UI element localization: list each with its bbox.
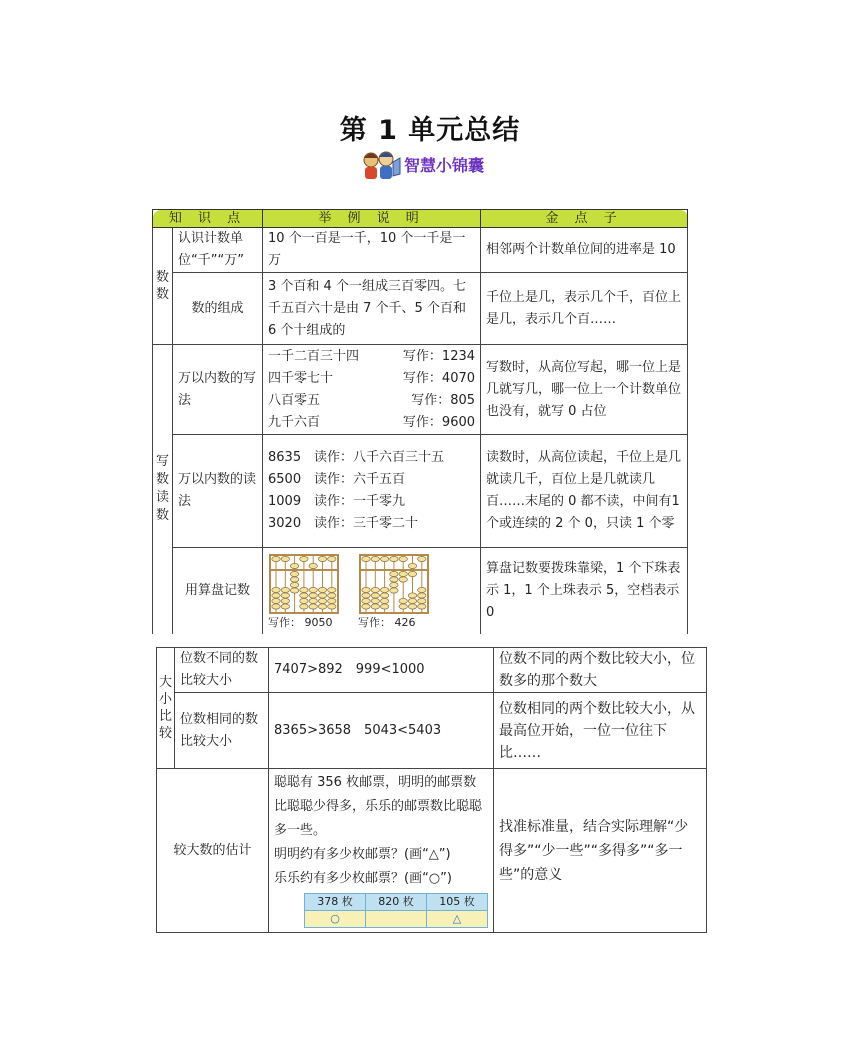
example-units: 10 个一百是一千，10 个一千是一万 bbox=[263, 228, 481, 273]
list-item: 8635 读作：八千六百三十五 bbox=[268, 450, 445, 465]
list-item: 6500 读作：六千五百 bbox=[268, 472, 406, 487]
tip-compare-diff: 位数不同的两个数比较大小，位数多的那个数大 bbox=[494, 648, 707, 693]
table-row bbox=[153, 345, 688, 435]
example-composition: 3 个百和 4 个一组成三百零四。七千五百六十是由 7 个千、5 个百和 6 个十组成的 bbox=[263, 273, 481, 345]
tip-units: 相邻两个计数单位间的进率是 10 bbox=[481, 228, 688, 273]
point-abacus: 用算盘记数 bbox=[173, 548, 263, 634]
header-knowledge: 知 识 点 bbox=[153, 210, 263, 228]
option-820: 820 枚 bbox=[366, 893, 427, 910]
abacus-caption-2: 写作： 426 bbox=[358, 616, 416, 630]
tip-abacus: 算盘记数要拨珠靠梁，1 个下珠表示 1，1 个上珠表示 5，空档表示 0 bbox=[481, 548, 688, 634]
table-row bbox=[157, 693, 707, 769]
point-compare-diff: 位数不同的数比较大小 bbox=[175, 648, 269, 693]
mark-circle: ○ bbox=[305, 910, 366, 927]
list-item: 八百零五 写作：805 bbox=[268, 392, 476, 408]
point-writing: 万以内数的写法 bbox=[173, 345, 263, 435]
point-compare-same: 位数相同的数比较大小 bbox=[175, 693, 269, 769]
group-compare: 大小比较 bbox=[157, 648, 175, 769]
example-abacus bbox=[263, 548, 481, 634]
stamp-options-table bbox=[304, 893, 488, 928]
list-item: 一千二百三十四 写作：1234 bbox=[268, 348, 476, 364]
table-row bbox=[157, 648, 707, 693]
list-item: 3020 读作：三千零二十 bbox=[268, 516, 419, 531]
tip-compare-same: 位数相同的两个数比较大小，从最高位开始，一位一位往下比…… bbox=[494, 693, 707, 769]
abacus-426-icon bbox=[358, 554, 430, 614]
group-count: 数数 bbox=[153, 228, 173, 345]
example-estimate bbox=[269, 769, 494, 933]
tip-estimate: 找准标准量，结合实际理解“少得多”“少一些”“多得多”“多一些”的意义 bbox=[494, 769, 707, 933]
table-row bbox=[153, 435, 688, 548]
estimate-question-1: 明明约有多少枚邮票？(画“△”) bbox=[274, 846, 451, 862]
subtitle-badge bbox=[360, 146, 484, 182]
kids-icon bbox=[360, 146, 402, 182]
example-compare-diff: 7407>892 999<1000 bbox=[269, 648, 494, 693]
estimate-question-2: 乐乐约有多少枚邮票？(画“○”) bbox=[274, 870, 452, 886]
point-estimate: 较大数的估计 bbox=[157, 769, 269, 933]
mark-triangle: △ bbox=[427, 910, 488, 927]
page-title: 第 1 单元总结 bbox=[339, 115, 521, 146]
point-reading: 万以内数的读法 bbox=[173, 435, 263, 548]
list-item: 九千六百 写作：9600 bbox=[268, 414, 476, 430]
example-writing bbox=[263, 345, 481, 435]
option-105: 105 枚 bbox=[427, 893, 488, 910]
subtitle-text: 智慧小锦囊 bbox=[404, 155, 485, 175]
tip-reading: 读数时，从高位读起，千位上是几就读几千，百位上是几就读几百……末尾的 0 都不读，中间有1个或连续的 2 个 0，只读 1 个零 bbox=[481, 435, 688, 548]
tip-composition: 千位上是几，表示几个千，百位上是几，表示几个百…… bbox=[481, 273, 688, 345]
mark-empty bbox=[366, 910, 427, 927]
tip-writing: 写数时，从高位写起，哪一位上是几就写几，哪一位上一个计数单位也没有，就写 0 占位 bbox=[481, 345, 688, 435]
list-item: 四千零七十 写作：4070 bbox=[268, 370, 476, 386]
abacus-caption-1: 写作： 9050 bbox=[268, 616, 333, 630]
example-reading bbox=[263, 435, 481, 548]
option-378: 378 枚 bbox=[305, 893, 366, 910]
header-tip: 金 点 子 bbox=[481, 210, 688, 228]
table-row bbox=[157, 769, 707, 933]
point-units: 认识计数单位“千”“万” bbox=[173, 228, 263, 273]
table-row bbox=[153, 228, 688, 273]
table-row bbox=[153, 273, 688, 345]
group-write-read: 写数 读数 bbox=[153, 345, 173, 634]
summary-table-top bbox=[152, 209, 688, 634]
abacus-9050-icon bbox=[268, 554, 340, 614]
point-composition: 数的组成 bbox=[173, 273, 263, 345]
table-row bbox=[153, 548, 688, 634]
table-header-row bbox=[153, 210, 688, 228]
list-item: 1009 读作：一千零九 bbox=[268, 494, 406, 509]
header-example: 举 例 说 明 bbox=[263, 210, 481, 228]
estimate-text: 聪聪有 356 枚邮票，明明的邮票数比聪聪少得多，乐乐的邮票数比聪聪多一些。 bbox=[274, 774, 483, 838]
summary-table-bottom bbox=[156, 647, 707, 933]
example-compare-same: 8365>3658 5043<5403 bbox=[269, 693, 494, 769]
